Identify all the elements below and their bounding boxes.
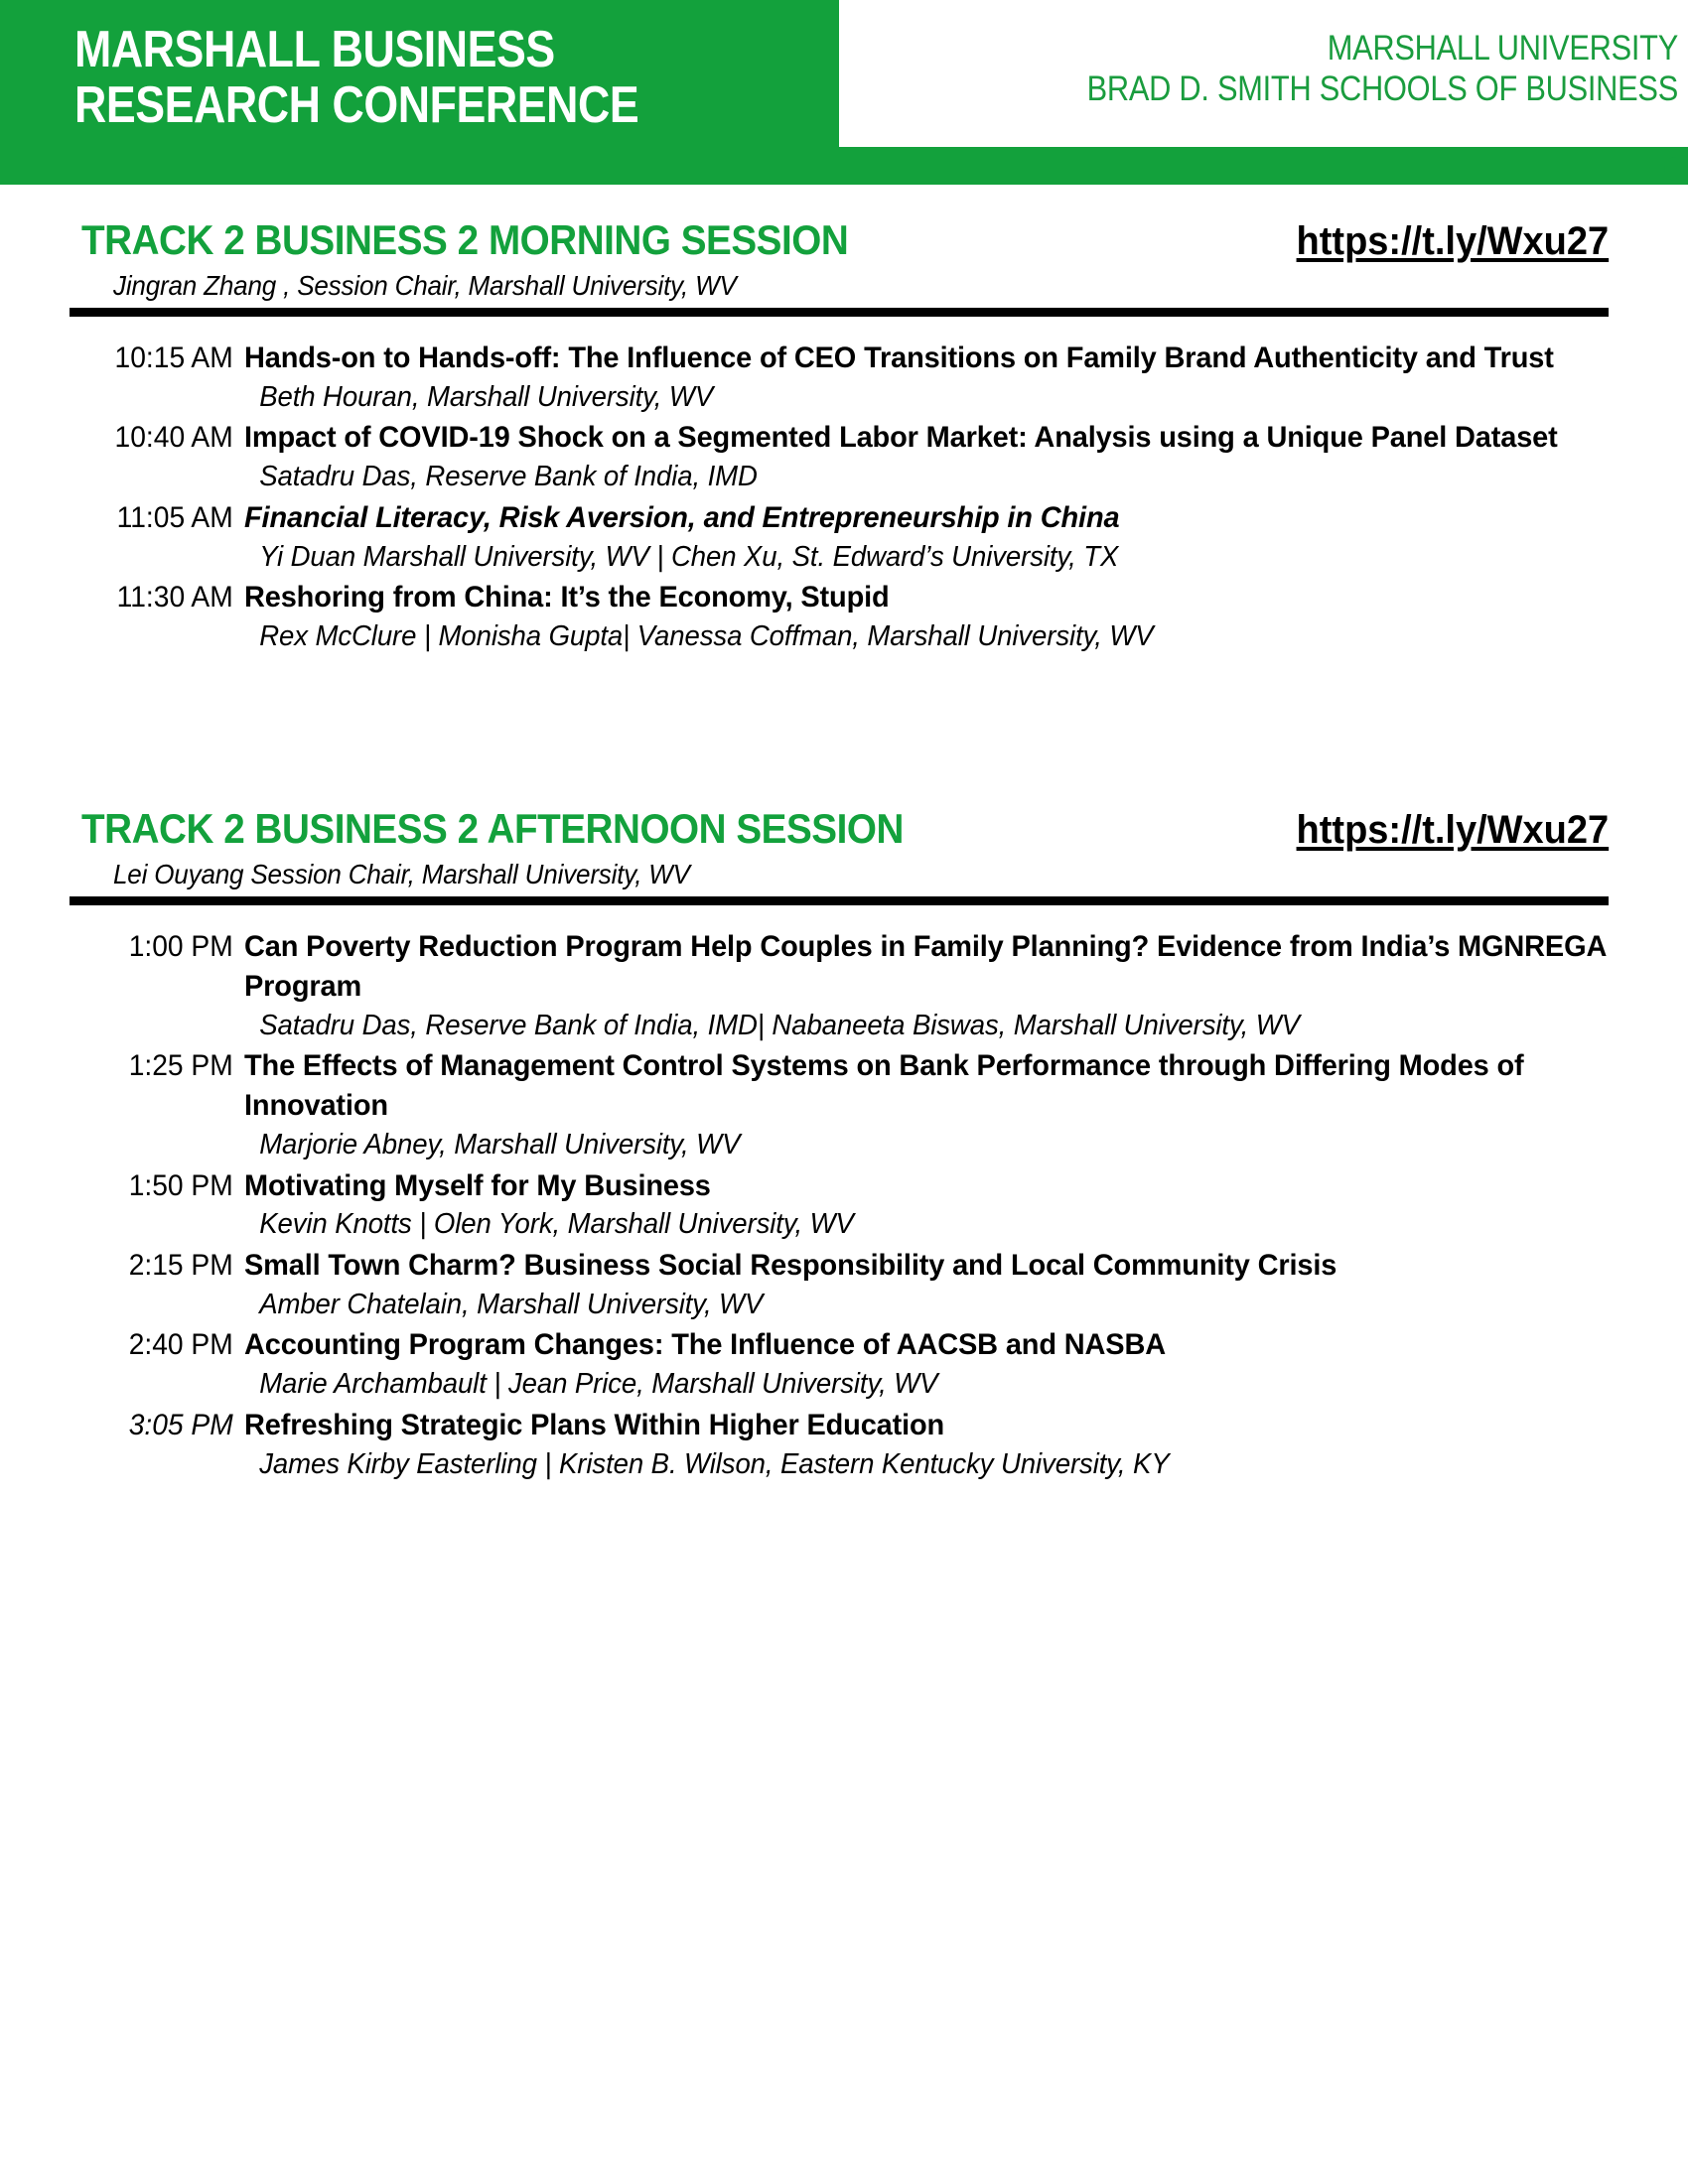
talk-authors: Marjorie Abney, Marshall University, WV (259, 1128, 741, 1160)
conference-title-line-1: MARSHALL BUSINESS (74, 21, 555, 78)
talk-authors: Rex McClure | Monisha Gupta| Vanessa Coffman, Marshall University, WV (259, 620, 1154, 653)
talk-time: 3:05 PM (128, 1408, 233, 1441)
talk-row (85, 498, 1658, 576)
talk-time: 2:40 PM (128, 1328, 233, 1362)
session-afternoon-title: TRACK 2 BUSINESS 2 AFTERNOON SESSION (81, 804, 904, 852)
talk-time: 10:15 AM (114, 341, 233, 374)
talk-time: 1:50 PM (128, 1168, 233, 1202)
talk-row (85, 418, 1658, 495)
talk-title: Refreshing Strategic Plans Within Higher Education (244, 1408, 945, 1441)
masthead-accent-dot (1664, 157, 1688, 181)
session-morning-chair: Jingran Zhang , Session Chair, Marshall University, WV (113, 270, 737, 301)
talk-time: 2:15 PM (128, 1248, 233, 1282)
talk-time: 10:40 AM (114, 421, 233, 455)
talk-time: 11:30 AM (116, 581, 233, 614)
talk-title: Small Town Charm? Business Social Responsibility and Local Community Crisis (244, 1248, 1337, 1282)
session-morning-header (81, 216, 1609, 302)
talk-authors: Yi Duan Marshall University, WV | Chen Xu, St. Edward’s University, TX (259, 540, 1119, 573)
session-morning-link[interactable]: https://t.ly/Wxu27 (1296, 219, 1609, 263)
talk-title: Motivating Myself for My Business (244, 1168, 711, 1202)
talk-title: Financial Literacy, Risk Aversion, and Entrepreneurship in China (244, 500, 1120, 534)
session-morning-title: TRACK 2 BUSINESS 2 MORNING SESSION (81, 216, 849, 263)
talk-title: Reshoring from China: It’s the Economy, Stupid (244, 581, 890, 614)
conference-title-line-2: RESEARCH CONFERENCE (74, 76, 639, 135)
session-afternoon (0, 805, 1688, 1484)
university-name: MARSHALL UNIVERSITY (1327, 29, 1678, 68)
talk-row (85, 1246, 1658, 1323)
talk-title: Can Poverty Reduction Program Help Couples in Family Planning? Evidence from India’s MGNREGA Program (244, 929, 1607, 1003)
talk-body (244, 339, 1658, 416)
talk-body (244, 1246, 1658, 1323)
talk-authors: Satadru Das, Reserve Bank of India, IMD| Nabaneeta Biswas, Marshall University, WV (259, 1009, 1300, 1041)
talk-row (85, 1406, 1658, 1483)
talk-row (85, 927, 1658, 1044)
talk-authors: James Kirby Easterling | Kristen B. Wilson, Eastern Kentucky University, KY (259, 1447, 1170, 1480)
talk-time: 11:05 AM (116, 500, 233, 534)
talk-authors: Amber Chatelain, Marshall University, WV (259, 1288, 764, 1320)
talk-authors: Marie Archambault | Jean Price, Marshall University, WV (259, 1368, 938, 1401)
conference-title (74, 22, 698, 133)
talk-time: 1:00 PM (128, 929, 233, 963)
session-afternoon-header (81, 805, 1609, 890)
session-morning-talk-list (85, 339, 1658, 656)
session-afternoon-link[interactable]: https://t.ly/Wxu27 (1296, 807, 1609, 852)
talk-title: Hands-on to Hands-off: The Influence of CEO Transitions on Family Brand Authenticity and Trust (244, 341, 1554, 374)
talk-body (244, 1166, 1658, 1244)
talk-row (85, 1046, 1658, 1163)
talk-body (244, 578, 1658, 655)
university-branding (970, 28, 1678, 110)
session-morning (0, 216, 1688, 656)
talk-row (85, 1166, 1658, 1244)
talk-authors: Satadru Das, Reserve Bank of India, IMD (259, 461, 758, 493)
session-afternoon-talk-list (85, 927, 1658, 1484)
page-masthead (0, 0, 1688, 185)
talk-row (85, 578, 1658, 655)
session-afternoon-chair: Lei Ouyang Session Chair, Marshall University, WV (113, 858, 690, 889)
talk-body (244, 1406, 1658, 1483)
talk-body (244, 927, 1658, 1044)
talk-time: 1:25 PM (128, 1049, 233, 1083)
talk-row (85, 339, 1658, 416)
talk-title: Impact of COVID-19 Shock on a Segmented Labor Market: Analysis using a Unique Panel Dataset (244, 421, 1558, 455)
talk-row (85, 1325, 1658, 1403)
talk-title: The Effects of Management Control Systems on Bank Performance through Differing Modes of Innovation (244, 1049, 1524, 1123)
talk-body (244, 1046, 1658, 1163)
session-morning-rule (70, 308, 1609, 317)
masthead-green-bar (0, 147, 1688, 185)
talk-body (244, 498, 1658, 576)
school-name: BRAD D. SMITH SCHOOLS OF BUSINESS (1086, 69, 1678, 109)
talk-body (244, 1325, 1658, 1403)
talk-authors: Beth Houran, Marshall University, WV (259, 380, 714, 413)
session-afternoon-rule (70, 896, 1609, 905)
talk-body (244, 418, 1658, 495)
talk-authors: Kevin Knotts | Olen York, Marshall University, WV (259, 1208, 854, 1241)
talk-title: Accounting Program Changes: The Influence of AACSB and NASBA (244, 1328, 1166, 1362)
